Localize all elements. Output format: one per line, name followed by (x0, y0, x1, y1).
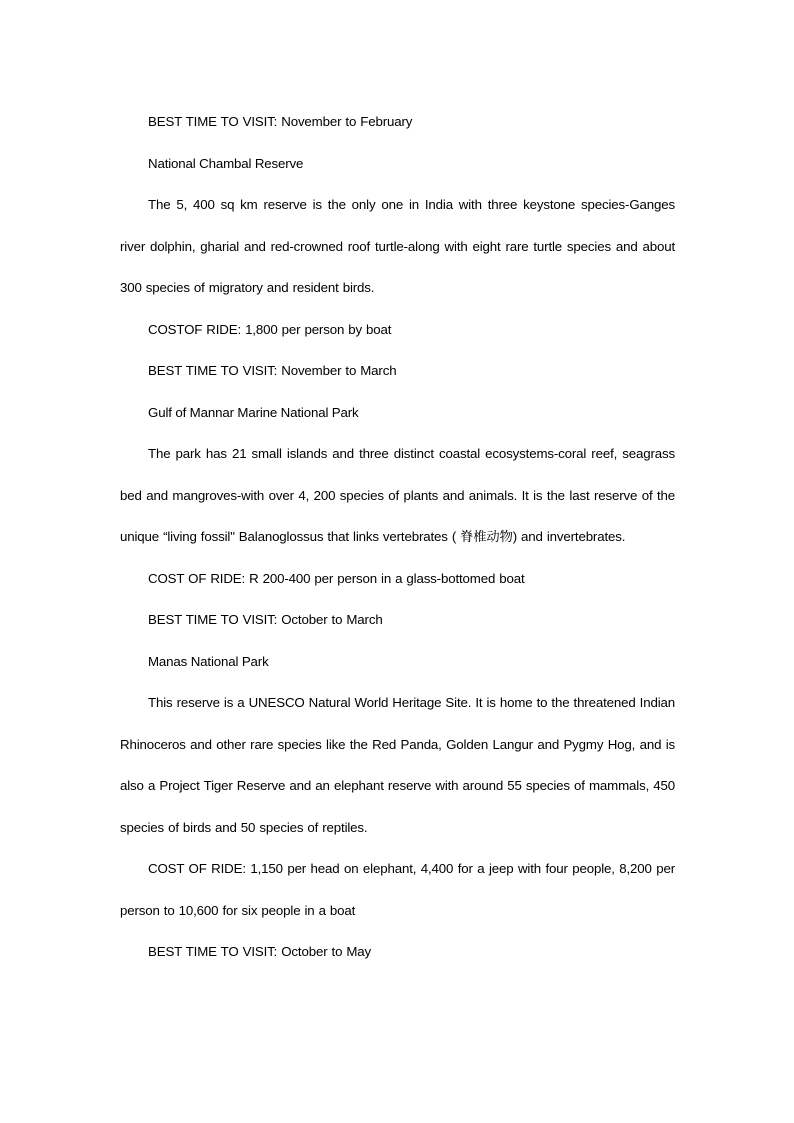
cost-of-ride-manas: COST OF RIDE: 1,150 per head on elephant, 4,400 for a jeep with four people, 8,200 per person to 10,600 for six people in a boat (120, 861, 675, 918)
section-heading-national-chambal-reserve: National Chambal Reserve (148, 155, 304, 171)
paragraph-chambal-description: The 5, 400 sq km reserve is the only one in India with three keystone species-Ganges river dolphin, gharial and red-crowned roof turtle-along with eight rare turtle species and about 300 species of migratory and resident birds. (120, 197, 675, 295)
section-heading-gulf-of-mannar: Gulf of Mannar Marine National Park (148, 404, 359, 420)
cost-of-ride-gulf-of-mannar: COST OF RIDE: R 200-400 per person in a glass-bottomed boat (148, 570, 525, 586)
best-time-to-visit-chambal: BEST TIME TO VISIT: November to March (148, 363, 397, 378)
paragraph-manas-description: This reserve is a UNESCO Natural World Heritage Site. It is home to the threatened Indian Rhinoceros and other rare species like the Red Panda, Golden Langur and Pygmy Hog, and is also a Project Tiger Reserve and an elephant reserve with around 55 species of mammals, 450 species of birds and 50 species of reptiles. (120, 695, 675, 835)
cost-of-ride-chambal: COSTOF RIDE: 1,800 per person by boat (148, 321, 392, 337)
document-body (120, 101, 675, 973)
paragraph-gulf-of-mannar-description: The park has 21 small islands and three distinct coastal ecosystems-coral reef, seagrass bed and mangroves-with over 4, 200 species of plants and animals. It is the last reserve of the unique “living fossil" Balanoglossus that links vertebrates ( 脊椎动物) and invertebrates. (120, 446, 675, 544)
best-time-to-visit-gulf-of-mannar: BEST TIME TO VISIT: October to March (148, 612, 383, 627)
best-time-to-visit-chambal-prev: BEST TIME TO VISIT: November to February (148, 114, 413, 129)
section-heading-manas-national-park: Manas National Park (148, 653, 269, 669)
best-time-to-visit-manas: BEST TIME TO VISIT: October to May (148, 944, 372, 959)
